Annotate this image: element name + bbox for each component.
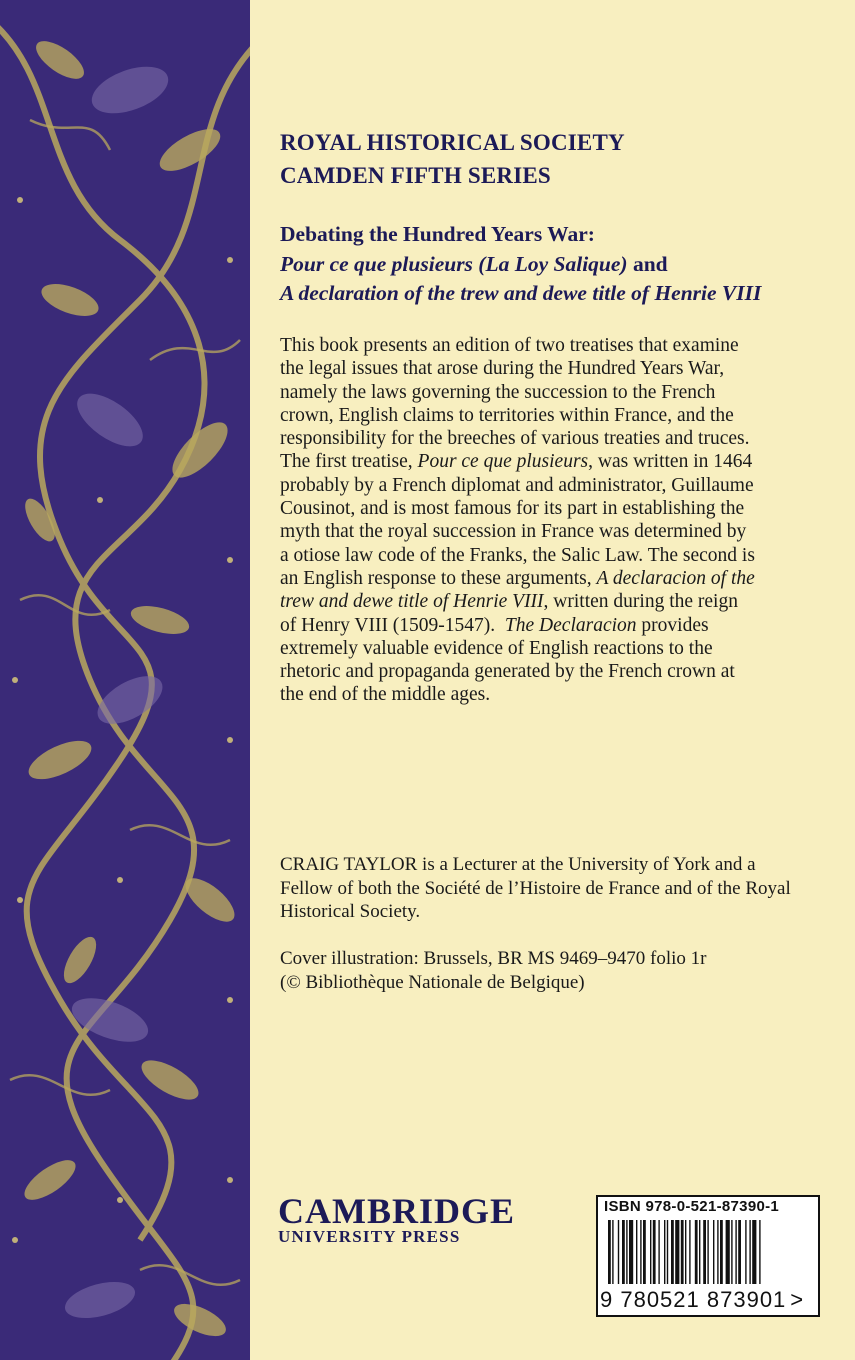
series-heading [280, 126, 625, 192]
publisher-subtitle: UNIVERSITY PRESS [278, 1227, 461, 1246]
blurb-text: of Henry VIII (1509-1547). [280, 614, 505, 636]
blurb-line: myth that the royal succession in France was determined by [280, 521, 747, 543]
blurb-line [280, 590, 850, 613]
author-bio [280, 853, 850, 924]
blurb-italic: trew and dewe title of Henrie VIII [280, 591, 544, 613]
author-line: Fellow of both the Société de l’Histoire de France and of the Royal [280, 877, 791, 899]
publisher-logo [278, 1192, 515, 1246]
barcode-bars-icon [606, 1220, 812, 1286]
barcode-digits [600, 1287, 804, 1313]
floral-ornament-icon [0, 0, 250, 1360]
blurb-text: an English response to these arguments, [280, 567, 597, 589]
blurb-italic: The Declaracion [504, 614, 637, 636]
spine-floral-illustration [0, 0, 250, 1360]
back-cover [250, 0, 855, 1360]
blurb-text: The first treatise, [280, 451, 418, 473]
blurb-text: , written during the reign [543, 591, 738, 613]
series-line-2: CAMDEN FIFTH SERIES [280, 163, 551, 188]
title-part-1: Pour ce que plusieurs (La Loy Salique) [280, 251, 628, 276]
blurb-line: the end of the middle ages. [280, 684, 491, 706]
blurb-text: provides [636, 614, 709, 636]
isbn-barcode [596, 1195, 820, 1317]
blurb-line: the legal issues that arose during the Hundred Years War, [280, 358, 725, 380]
blurb-line: a otiose law code of the Franks, the Salic Law. The second is [280, 544, 755, 566]
title-part-2: A declaration of the trew and dewe title of Henrie VIII [280, 281, 762, 305]
blurb-line: Cousinot, and is most famous for its part in establishing the [280, 498, 745, 520]
blurb-line: This book presents an edition of two treatises that examine [280, 335, 739, 356]
blurb-line [280, 450, 850, 473]
book-title [280, 220, 761, 309]
illustration-credit [280, 947, 850, 994]
title-conjunction: and [627, 251, 668, 276]
description-paragraph [280, 334, 850, 707]
blurb-line: probably by a French diplomat and administrator, Guillaume [280, 474, 754, 496]
title-line-2 [280, 250, 761, 280]
blurb-line [280, 614, 850, 637]
author-line: CRAIG TAYLOR is a Lecturer at the University of York and a [280, 854, 756, 875]
blurb-italic: A declaracion of the [596, 567, 755, 589]
barcode-number: 9 780521 873901 [600, 1287, 787, 1312]
title-main: Debating the Hundred Years War: [280, 222, 595, 246]
blurb-line: responsibility for the breeches of various treaties and truces. [280, 428, 750, 450]
series-line-1: ROYAL HISTORICAL SOCIETY [280, 130, 625, 155]
blurb-line: namely the laws governing the succession to the French [280, 381, 716, 403]
publisher-name: CAMBRIDGE [278, 1191, 516, 1231]
blurb-line: crown, English claims to territories within France, and the [280, 404, 734, 426]
quiet-zone-mark: > [790, 1287, 805, 1312]
blurb-italic: Pour ce que plusieurs [417, 451, 589, 473]
isbn-label: ISBN 978-0-521-87390-1 [604, 1198, 780, 1215]
blurb-line: extremely valuable evidence of English reactions to the [280, 637, 713, 659]
credit-line-2: (© Bibliothèque Nationale de Belgique) [280, 971, 585, 993]
credit-line-1: Cover illustration: Brussels, BR MS 9469–9470 folio 1r [280, 948, 707, 969]
blurb-text: , was written in 1464 [588, 451, 753, 473]
blurb-line [280, 567, 850, 590]
author-line: Historical Society. [280, 901, 421, 922]
blurb-line: rhetoric and propaganda generated by the French crown at [280, 661, 735, 683]
